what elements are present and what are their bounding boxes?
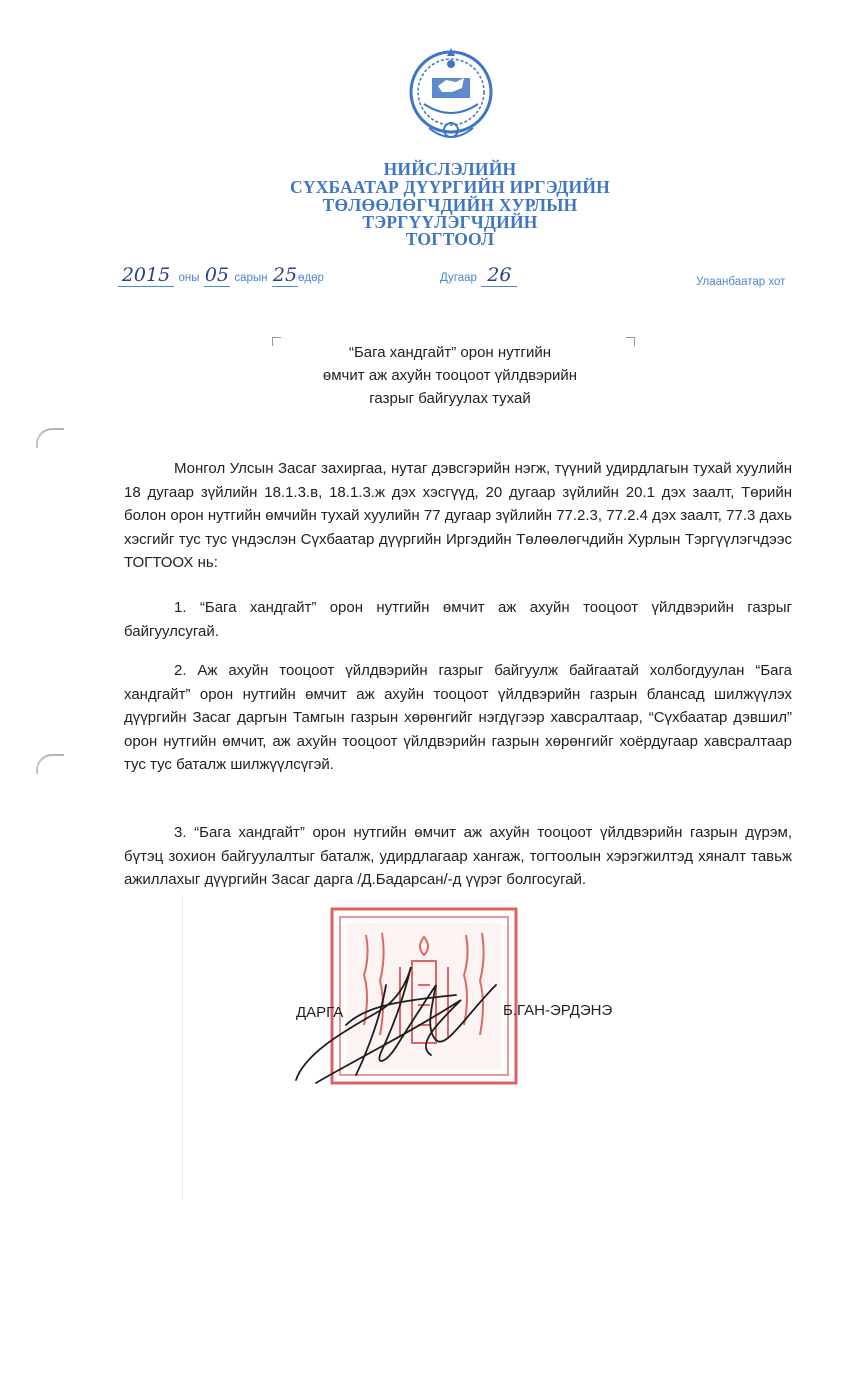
- item-2-paragraph: 2. Аж ахуйн тооцоот үйлдвэрийн газрыг байгуулж байгаатай холбогдуулан “Бага хандгайт” орон нутгийн өмчит аж ахуйн тооцоот үйлдвэрийн газрын блансад шилжүүлэх дүүргийн Засаг даргын Тамгын газрын хөрөнгийг нэгдүгээр хавсралтаар, “Сүхбаатар дэвшил” орон нутгийн өмчит, аж ахуйн тооцоот үйлдвэрийн газрын хөрөнгийг хоёрдугаар хавсралтаар тус тус баталж шилжүүлсүгэй.: [124, 662, 792, 774]
- body-item-1: [124, 596, 792, 643]
- header-line-3: ТӨЛӨӨЛӨГЧДИЙН ХУРЛЫН: [322, 195, 578, 215]
- title-line-3: газрыг байгуулах тухай: [369, 390, 531, 407]
- punch-hole-bottom: [36, 754, 64, 774]
- header-line-5: ТОГТООЛ: [405, 229, 495, 249]
- item-1-paragraph: 1. “Бага хандгайт” орон нутгийн өмчит аж ахуйн тооцоот үйлдвэрийн газрыг байгуулсугай.: [124, 599, 792, 640]
- document-number: 26: [481, 264, 517, 287]
- state-emblem-icon: [404, 42, 498, 148]
- date-month: 05: [204, 264, 230, 286]
- body-intro: [124, 457, 792, 575]
- body-item-2: [124, 659, 792, 777]
- day-label: өдөр: [298, 272, 324, 284]
- number-label: Дугаар: [440, 272, 477, 284]
- punch-hole-top: [36, 428, 64, 448]
- intro-paragraph: Монгол Улсын Засаг захиргаа, нутаг дэвсгэрийн нэгж, түүний удирдлагын тухай хуулийн 18 дугаар зүйлийн 18.1.3.в, 18.1.3.ж дэх хэсгүүд, 20 дугаар зүйлийн 20.1 дэх заалт, Төрийн болон орон нутгийн өмчийн тухай хуулийн 77 дугаар зүйлийн 77.2.3, 77.2.4 дэх заалт, 77.3 дахь хэсгийг тус тус үндэслэн Сүхбаатар дүүргийн Иргэдийн Төлөөлөгчдийн Хурлын Тэргүүлэгчдээс ТОГТООХ нь:: [124, 460, 792, 572]
- signatory-position: ДАРГА: [296, 1004, 344, 1021]
- scan-artifact-line: [182, 895, 183, 1200]
- date-line: [118, 264, 378, 290]
- handwritten-signature: [286, 955, 506, 1095]
- title-line-2: өмчит аж ахуйн тооцоот үйлдвэрийн: [322, 367, 578, 384]
- date-day: 25: [272, 264, 298, 286]
- city: Улаанбаатар хот: [696, 276, 786, 288]
- date-year: 2015: [118, 264, 174, 287]
- title-line-1: “Бага хандгайт” орон нутгийн: [348, 344, 552, 361]
- signatory-name: Б.ГАН-ЭРДЭНЭ: [503, 1002, 613, 1019]
- header-line-1: НИЙСЛЭЛИЙН: [383, 159, 517, 179]
- year-label: оны: [178, 272, 200, 284]
- body-item-3: [124, 821, 792, 892]
- header-line-4: ТЭРГҮҮЛЭГЧДИЙН: [362, 212, 538, 232]
- header-line-2: СҮХБААТАР ДҮҮРГИЙН ИРГЭДИЙН: [290, 177, 610, 197]
- item-3-paragraph: 3. “Бага хандгайт” орон нутгийн өмчит аж ахуйн тооцоот үйлдвэрийн газрын дүрэм, бүтэц зохион байгуулалтыг баталж, удирдлагаар хангаж, тогтоолын хэрэгжилтэд хяналт тавьж ажиллахыг дүүргийн Засаг дарга /Д.Бадарсан/-д үүрэг болгосугай.: [124, 824, 792, 889]
- number-line: [440, 264, 560, 290]
- month-label: сарын: [234, 272, 268, 284]
